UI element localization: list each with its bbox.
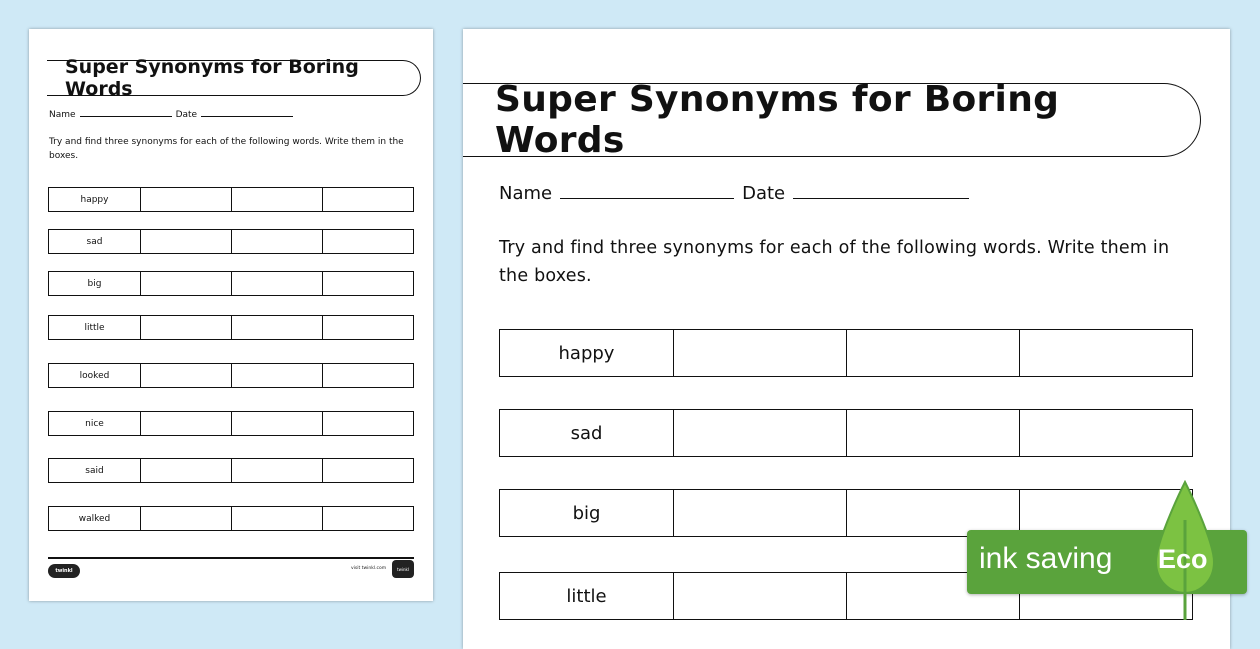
word-cell: said	[85, 465, 104, 476]
answer-box	[1019, 410, 1192, 456]
footer-url: visit twinkl.com	[351, 566, 387, 571]
answer-box	[322, 364, 413, 387]
answer-box	[322, 412, 413, 435]
word-row	[48, 363, 414, 388]
answer-box	[673, 573, 846, 619]
name-blank	[80, 116, 172, 117]
word-cell: happy	[80, 194, 109, 205]
name-label: Name	[49, 110, 76, 120]
answer-box	[1019, 330, 1192, 376]
title-banner	[47, 56, 421, 100]
eco-label: Eco	[1158, 544, 1208, 574]
answer-box	[231, 507, 322, 530]
word-cell: sad	[86, 236, 103, 247]
date-label: Date	[742, 183, 786, 204]
answer-box	[140, 459, 231, 482]
word-cell: big	[87, 278, 102, 289]
instructions: Try and find three synonyms for each of the following words. Write them in the boxes.	[499, 238, 1170, 286]
name-date-line	[499, 183, 969, 204]
word-cell: sad	[570, 422, 603, 444]
word-row	[48, 229, 414, 254]
worksheet-title: Super Synonyms for Boring Words	[65, 56, 359, 100]
answer-box	[322, 188, 413, 211]
answer-box	[231, 459, 322, 482]
date-blank	[201, 116, 293, 117]
twinkl-badge: twinkl	[392, 560, 414, 578]
word-row	[499, 329, 1193, 377]
answer-box	[846, 410, 1019, 456]
answer-box	[322, 230, 413, 253]
word-cell: looked	[79, 370, 110, 381]
answer-box	[231, 316, 322, 339]
word-cell: big	[572, 502, 601, 524]
word-cell: little	[566, 585, 607, 607]
answer-box	[231, 272, 322, 295]
word-row	[48, 315, 414, 340]
answer-box	[673, 410, 846, 456]
worksheet-title: Super Synonyms for Boring Words	[495, 79, 1060, 161]
answer-box	[322, 272, 413, 295]
answer-box	[140, 272, 231, 295]
answer-box	[322, 459, 413, 482]
answer-box	[673, 490, 846, 536]
word-cell: happy	[558, 342, 615, 364]
worksheet-thumbnail	[29, 29, 433, 601]
word-row	[48, 506, 414, 531]
answer-box	[140, 507, 231, 530]
answer-box	[140, 188, 231, 211]
name-blank	[560, 198, 734, 199]
answer-box	[322, 507, 413, 530]
twinkl-logo: twinkl	[48, 564, 80, 578]
footer-divider	[48, 557, 414, 559]
word-row	[48, 271, 414, 296]
word-row	[499, 409, 1193, 457]
instructions: Try and find three synonyms for each of the following words. Write them in the boxes.	[49, 137, 404, 161]
word-row	[48, 411, 414, 436]
answer-box	[140, 316, 231, 339]
answer-box	[231, 230, 322, 253]
word-cell: little	[84, 322, 105, 333]
answer-box	[140, 412, 231, 435]
word-row	[48, 458, 414, 483]
ink-saving-label: ink saving	[979, 542, 1113, 575]
word-cell: nice	[85, 418, 104, 429]
answer-box	[140, 364, 231, 387]
word-cell: walked	[78, 513, 111, 524]
date-label: Date	[175, 110, 198, 120]
answer-box	[231, 188, 322, 211]
title-banner	[463, 79, 1201, 161]
answer-box	[322, 316, 413, 339]
name-label: Name	[499, 183, 553, 204]
answer-box	[231, 412, 322, 435]
name-date-line	[49, 110, 293, 120]
answer-box	[846, 330, 1019, 376]
answer-box	[231, 364, 322, 387]
answer-box	[673, 330, 846, 376]
date-blank	[793, 198, 969, 199]
answer-box	[140, 230, 231, 253]
word-row	[48, 187, 414, 212]
